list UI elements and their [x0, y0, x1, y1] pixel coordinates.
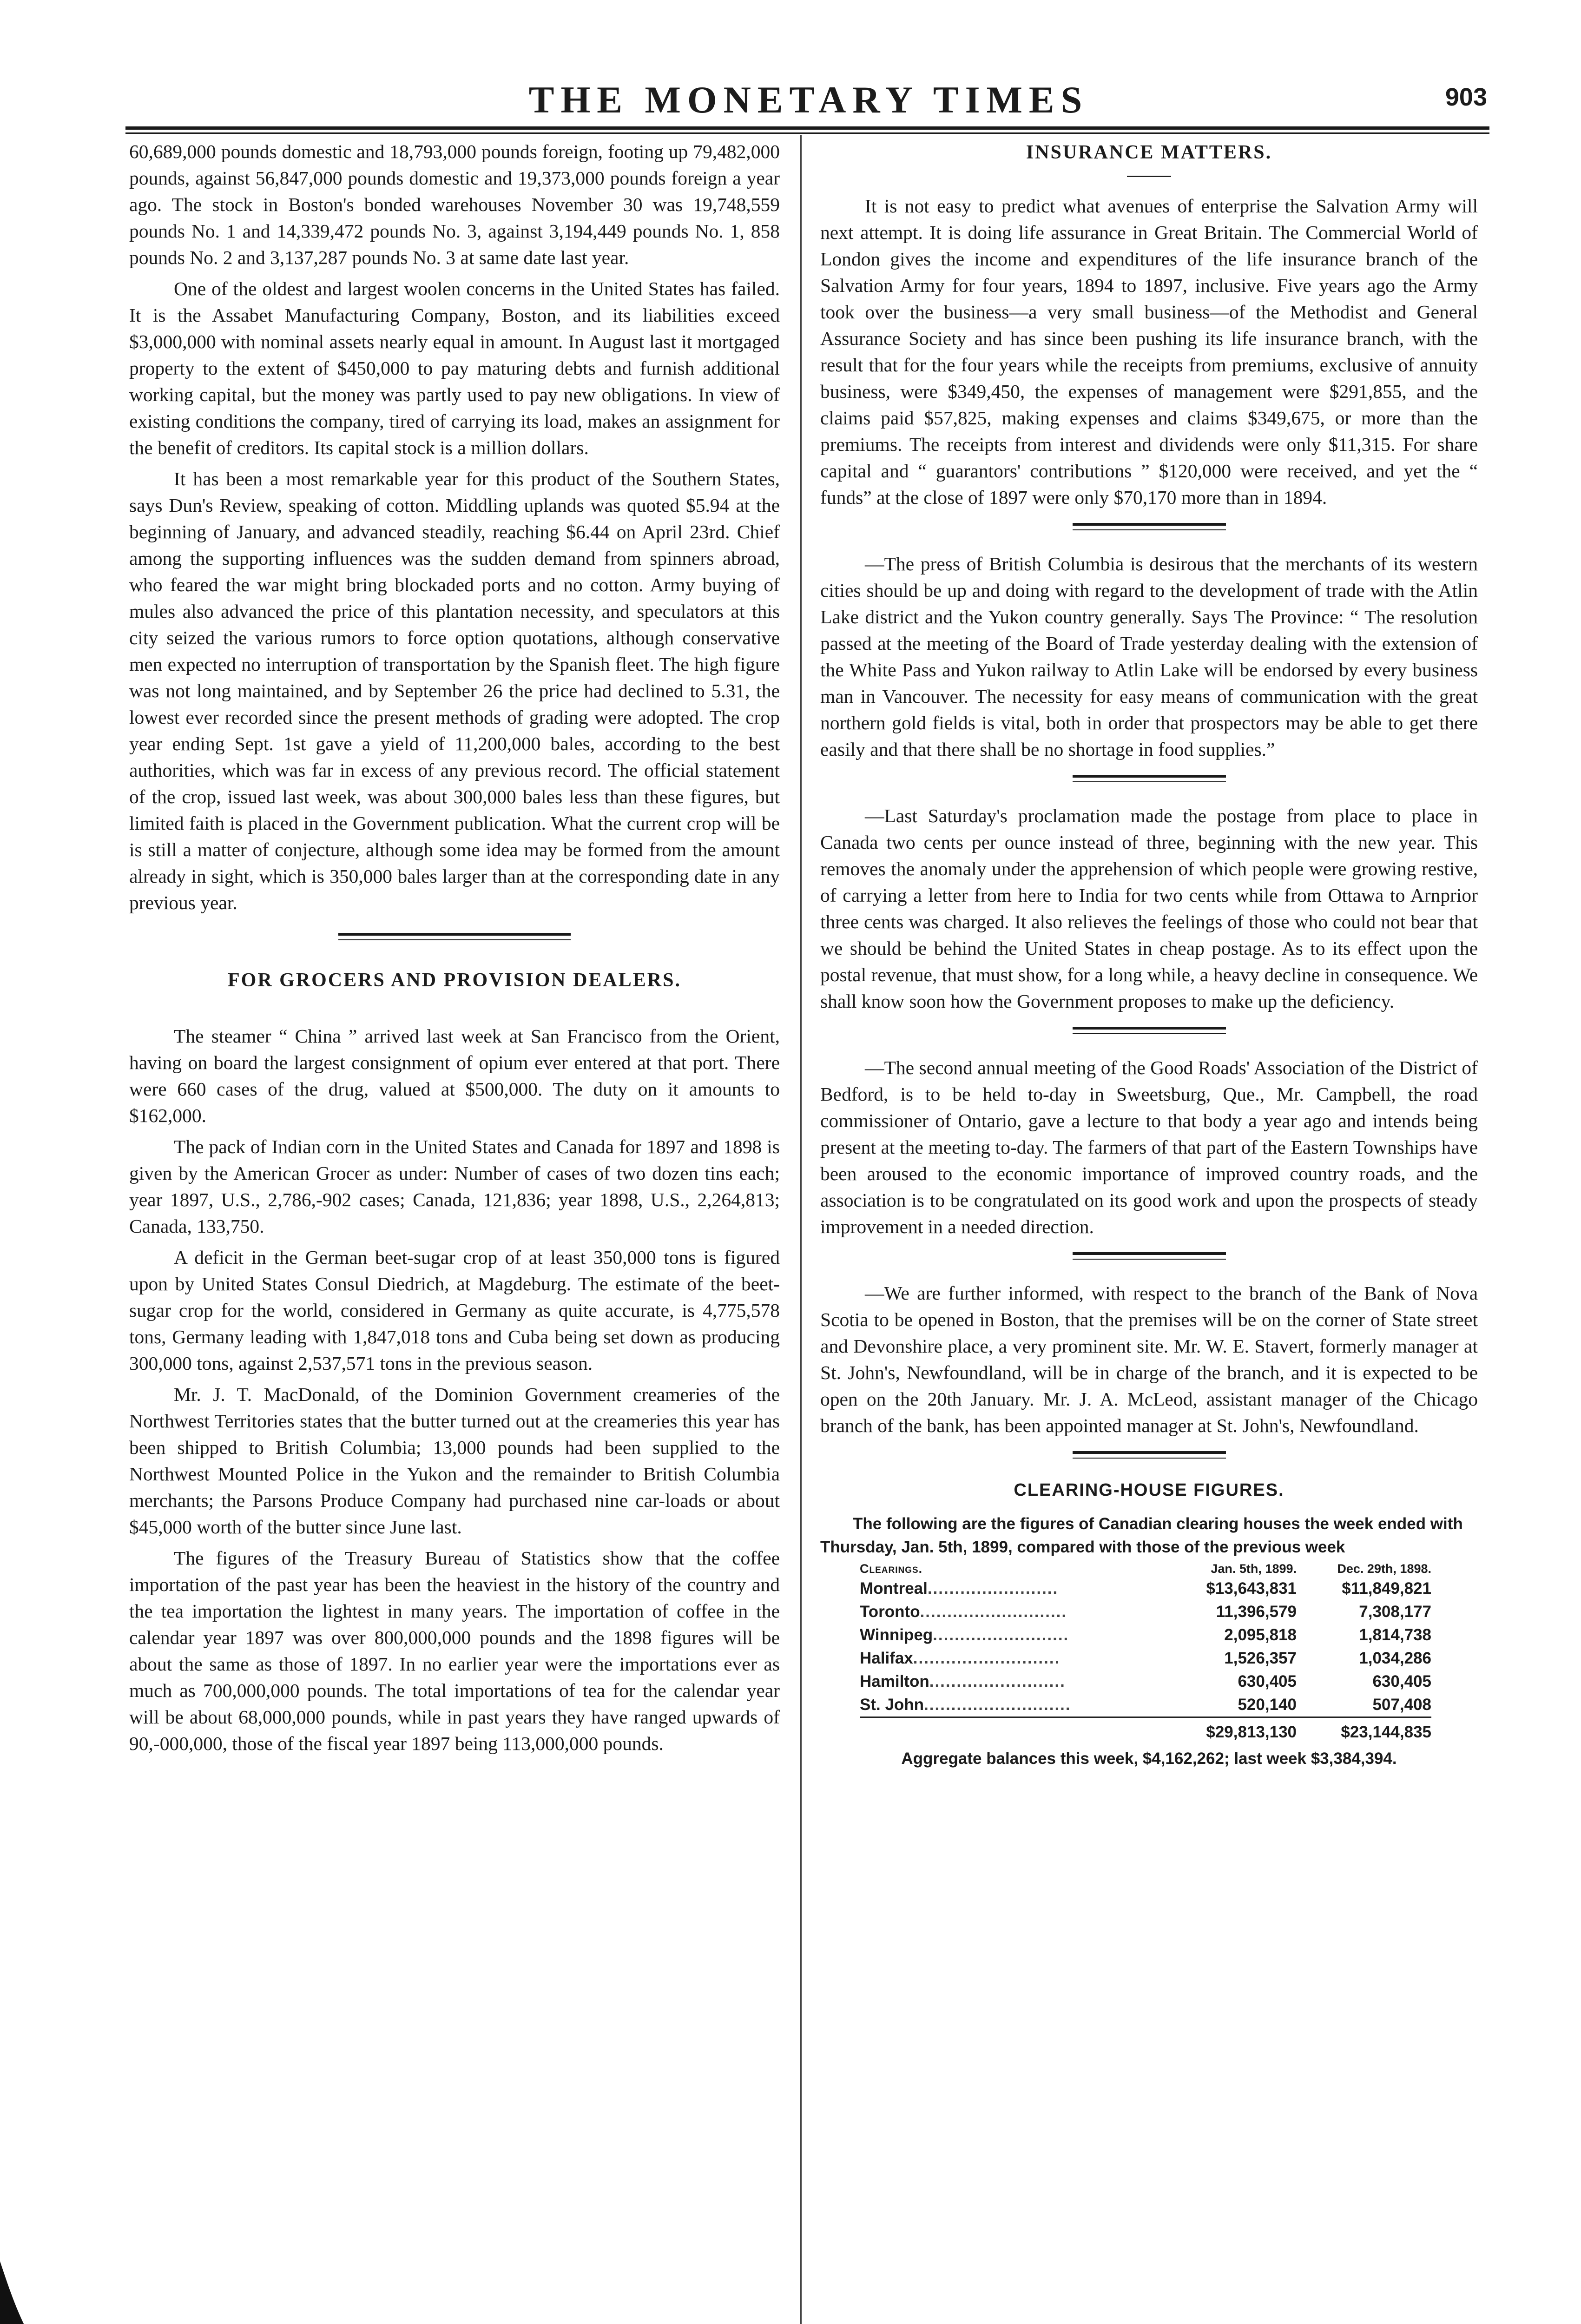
publication-title: THE MONETARY TIMES — [528, 79, 1089, 121]
clearing-total: $23,144,835 — [1297, 1717, 1431, 1744]
table-total-row — [860, 1717, 1431, 1744]
clearing-value: 11,396,579 — [1216, 1603, 1297, 1621]
article-paragraph: One of the oldest and largest woolen concerns in the United States has failed. It is the Assabet Manufacturing Company, Boston, and its liabilities exceed $3,000,000 with nominal assets nearly equal in amount. In August last it mortgaged property to the extent of $450,000 to pay maturing debts and furnish additional working capital, but the money was partly used to pay new obligations. In view of existing conditions the company, tired of carrying its load, makes an assignment for the benefit of creditors. Its capital stock is a million dollars. — [129, 278, 780, 458]
clearing-value: 1,034,286 — [1359, 1649, 1431, 1667]
clearing-house-title: CLEARING-HOUSE FIGURES. — [1014, 1480, 1285, 1500]
news-paragraph: —Last Saturday's proclamation made the postage from place to place in Canada two cents per ounce instead of three, beginning with the new year. This removes the anomaly under the apprehension of which people were growing restive, of carrying a letter from here to India for two cents while from Ottawa to Arnprior three cents was charged. It also relieves the feelings of those who could not bear that we should be behind the United States in cheap postage. As to its effect upon the postal revenue, that must show, for a long while, a heavy decline in consequence. We shall know soon how the Government proposes to make up the deficiency. — [820, 805, 1478, 1012]
clearings-column-label: Clearings. — [860, 1562, 923, 1576]
section-separator — [338, 933, 571, 940]
clearing-house-intro: The following are the figures of Canadian clearing houses the week ended with Thursday, Jan. 5th, 1899, compared with those of the previous week — [820, 1515, 1463, 1556]
clearing-value: 7,308,177 — [1359, 1603, 1431, 1621]
table-row: Winnipeg......................... 2,095,818 1,814,738 — [860, 1624, 1431, 1647]
clearing-value: 630,405 — [1238, 1672, 1297, 1690]
table-row: Montreal........................ $13,643,831 $11,849,821 — [860, 1577, 1431, 1600]
clearing-value: 1,814,738 — [1359, 1626, 1431, 1644]
section-separator — [1073, 1027, 1226, 1034]
grocers-paragraph: The pack of Indian corn in the United States and Canada for 1897 and 1898 is given by the American Grocer as under: Number of cases of two dozen tins each; year 1897, U.S., 2,786,-902 cases; Canada, 121,836; year 1898, U.S., 2,264,813; Canada, 133,750. — [129, 1136, 780, 1237]
title-underline — [1127, 176, 1171, 177]
city-name: Toronto — [860, 1603, 920, 1621]
news-paragraph: —We are further informed, with respect to the branch of the Bank of Nova Scotia to be opened in Boston, that the premises will be on the corner of State street and Devonshire place, a very prominent site. Mr. W. E. Stavert, formerly manager at St. John's, Newfoundland, will be in charge of the branch, and it is expected to be open on the 20th January. Mr. J. A. McLeod, assistant manager of the Chicago branch of the bank, has been appointed manager at St. John's, Newfoundland. — [820, 1282, 1478, 1436]
table-row: Hamilton......................... 630,405 630,405 — [860, 1670, 1431, 1693]
clearing-value: 507,408 — [1372, 1696, 1431, 1714]
table-row: St. John........................... 520,140 507,408 — [860, 1693, 1431, 1717]
section-separator — [1073, 775, 1226, 782]
column-header-dec-1898: Dec. 29th, 1898. — [1337, 1562, 1431, 1576]
city-name: Montreal — [860, 1579, 928, 1598]
page-number: 903 — [1445, 83, 1487, 111]
clearing-value: $11,849,821 — [1342, 1579, 1431, 1598]
clearing-value: 1,526,357 — [1224, 1649, 1297, 1667]
news-paragraph: —The press of British Columbia is desirous that the merchants of its western cities should be up and doing with regard to the development of trade with the Atlin Lake district and the Yukon country generally. Says The Province: “ The resolution passed at the meeting of the Board of Trade yesterday dealing with the extension of the White Pass and Yukon railway to Atlin Lake will be endorsed by every business man in Vancouver. The necessity for easy means of communication with the great northern gold fields is vital, both in order that prospectors may be able to get there easily and that there shall be no shortage in food supplies.” — [820, 553, 1478, 760]
news-paragraph: —The second annual meeting of the Good Roads' Association of the District of Bedford, is to be held to-day in Sweetsburg, Que., Mr. Campbell, the road commissioner of Ontario, gave a lecture to that body a year ago and intends being present at the meeting to-day. The farmers of that part of the Eastern Townships have been aroused to the economic importance of improved country roads, and the association is to be congratulated on its good work and upon the prospects of steady improvement in a needed direction. — [820, 1057, 1478, 1237]
masthead-rule-thin — [125, 132, 1489, 134]
aggregate-balances: Aggregate balances this week, $4,162,262; last week $3,384,394. — [901, 1750, 1397, 1768]
clearing-value: 630,405 — [1372, 1672, 1431, 1690]
left-column — [129, 139, 780, 1762]
column-divider — [800, 135, 802, 2324]
clearing-table-header — [860, 1559, 1431, 1577]
section-separator — [1073, 523, 1226, 530]
section-separator — [1073, 1451, 1226, 1459]
city-name: Halifax — [860, 1649, 913, 1667]
clearing-value: 2,095,818 — [1224, 1626, 1297, 1644]
page-edge-shadow — [0, 2261, 33, 2324]
table-row: Toronto........................... 11,396,579 7,308,177 — [860, 1600, 1431, 1624]
grocers-section-title: FOR GROCERS AND PROVISION DEALERS. — [228, 970, 681, 991]
city-name: Winnipeg — [860, 1626, 933, 1644]
insurance-paragraph: It is not easy to predict what avenues of enterprise the Salvation Army will next attempt. It is doing life assurance in Great Britain. The Commercial World of London gives the income and expenditures of the life insurance branch of the Salvation Army for four years, 1894 to 1897, inclusive. Five years ago the Army took over the business—a very small business—of the Methodist and General Assurance Society and has since been pushing its life insurance branch, with the result that for the four years while the receipts from premiums, exclusive of annuity business, were $349,450, the expenses of management were $291,855, and the claims paid $57,825, making expenses and claims $349,675, or more than the premiums. The receipts from interest and dividends were only $11,315. For share capital and “ guarantors' contributions ” $120,000 were received, and yet the “ funds” at the close of 1897 were only $70,170 more than in 1894. — [820, 195, 1478, 508]
insurance-section-title: INSURANCE MATTERS. — [1026, 142, 1272, 163]
grocers-paragraph: The steamer “ China ” arrived last week at San Francisco from the Orient, having on board the largest consignment of opium ever entered at that port. There were 660 cases of the drug, valued at $500,000. The duty on it amounts to $162,000. — [129, 1025, 780, 1126]
article-paragraph: It has been a most remarkable year for this product of the Southern States, says Dun's Review, speaking of cotton. Middling uplands was quoted $5.94 at the beginning of January, and advanced steadily, reaching $6.44 on April 23rd. Chief among the supporting influences was the sudden demand from spinners abroad, who feared the war might bring blockaded ports and no cotton. Army buying of mules also advanced the price of this plantation necessity, and speculators at this city seized the various rumors to force option quotations, although conservative men expected no interruption of transportation by the Spanish fleet. The high figure was not long maintained, and by September 26 the price had declined to 5.31, the lowest ever recorded since the present methods of grading were adopted. The crop year ending Sept. 1st gave a yield of 11,200,000 bales, according to the best authorities, which was far in excess of any previous record. The official statement of the crop, issued last week, was about 300,000 bales less than these figures, but limited faith is placed in the Government publication. What the current crop will be is still a matter of conjecture, although some idea may be formed from the amount already in sight, which is 350,000 bales larger than at the corresponding date in any previous year. — [129, 468, 780, 913]
grocers-paragraph: The figures of the Treasury Bureau of Statistics show that the coffee importation of the past year has been the heaviest in the history of the country and the tea importation the lightest in many years. The importation of coffee in the calendar year 1897 was over 800,000,000 pounds and the 1898 figures will be about the same as those of 1897. In no earlier year were the importations ever as much as 700,000,000 pounds. The total importations of tea for the calendar year will be about 68,000,000 pounds, while in past years they have ranged upwards of 90,-000,000, those of the fiscal year 1897 being 113,000,000 pounds. — [129, 1547, 780, 1754]
section-separator — [1073, 1252, 1226, 1260]
clearing-value: 520,140 — [1238, 1696, 1297, 1714]
clearing-total: $29,813,130 — [1162, 1717, 1297, 1744]
right-column — [820, 139, 1478, 1768]
column-header-jan-1899: Jan. 5th, 1899. — [1211, 1562, 1297, 1576]
city-name: Hamilton — [860, 1672, 929, 1690]
clearing-value: $13,643,831 — [1206, 1579, 1297, 1598]
masthead — [130, 78, 1487, 134]
table-row: Halifax........................... 1,526,357 1,034,286 — [860, 1647, 1431, 1670]
masthead-rule-thick — [125, 126, 1489, 130]
clearing-house-table — [860, 1559, 1431, 1744]
article-paragraph: 60,689,000 pounds domestic and 18,793,000 pounds foreign, footing up 79,482,000 pounds, against 56,847,000 pounds domestic and 19,373,000 pounds foreign a year ago. The stock in Boston's bonded warehouses November 30 was 19,748,559 pounds No. 1 and 14,339,472 pounds No. 3, against 3,194,449 pounds No. 1, 858 pounds No. 2 and 3,137,287 pounds No. 3 at same date last year. — [129, 141, 780, 268]
city-name: St. John — [860, 1696, 924, 1714]
grocers-paragraph: A deficit in the German beet-sugar crop of at least 350,000 tons is figured upon by United States Consul Diedrich, at Magdeburg. The estimate of the beet-sugar crop for the world, considered in Germany as quite accurate, is 4,775,578 tons, Germany leading with 1,847,018 tons and Cuba being set down as producing 300,000 tons, against 2,537,571 tons in the previous season. — [129, 1247, 780, 1374]
grocers-paragraph: Mr. J. T. MacDonald, of the Dominion Government creameries of the Northwest Territories states that the butter turned out at the creameries this year has been shipped to British Columbia; 13,000 pounds had been supplied to the Northwest Mounted Police in the Yukon and the remainder to British Columbia merchants; the Parsons Produce Company had purchased nine car-loads or about $45,000 worth of the butter since June last. — [129, 1384, 780, 1538]
